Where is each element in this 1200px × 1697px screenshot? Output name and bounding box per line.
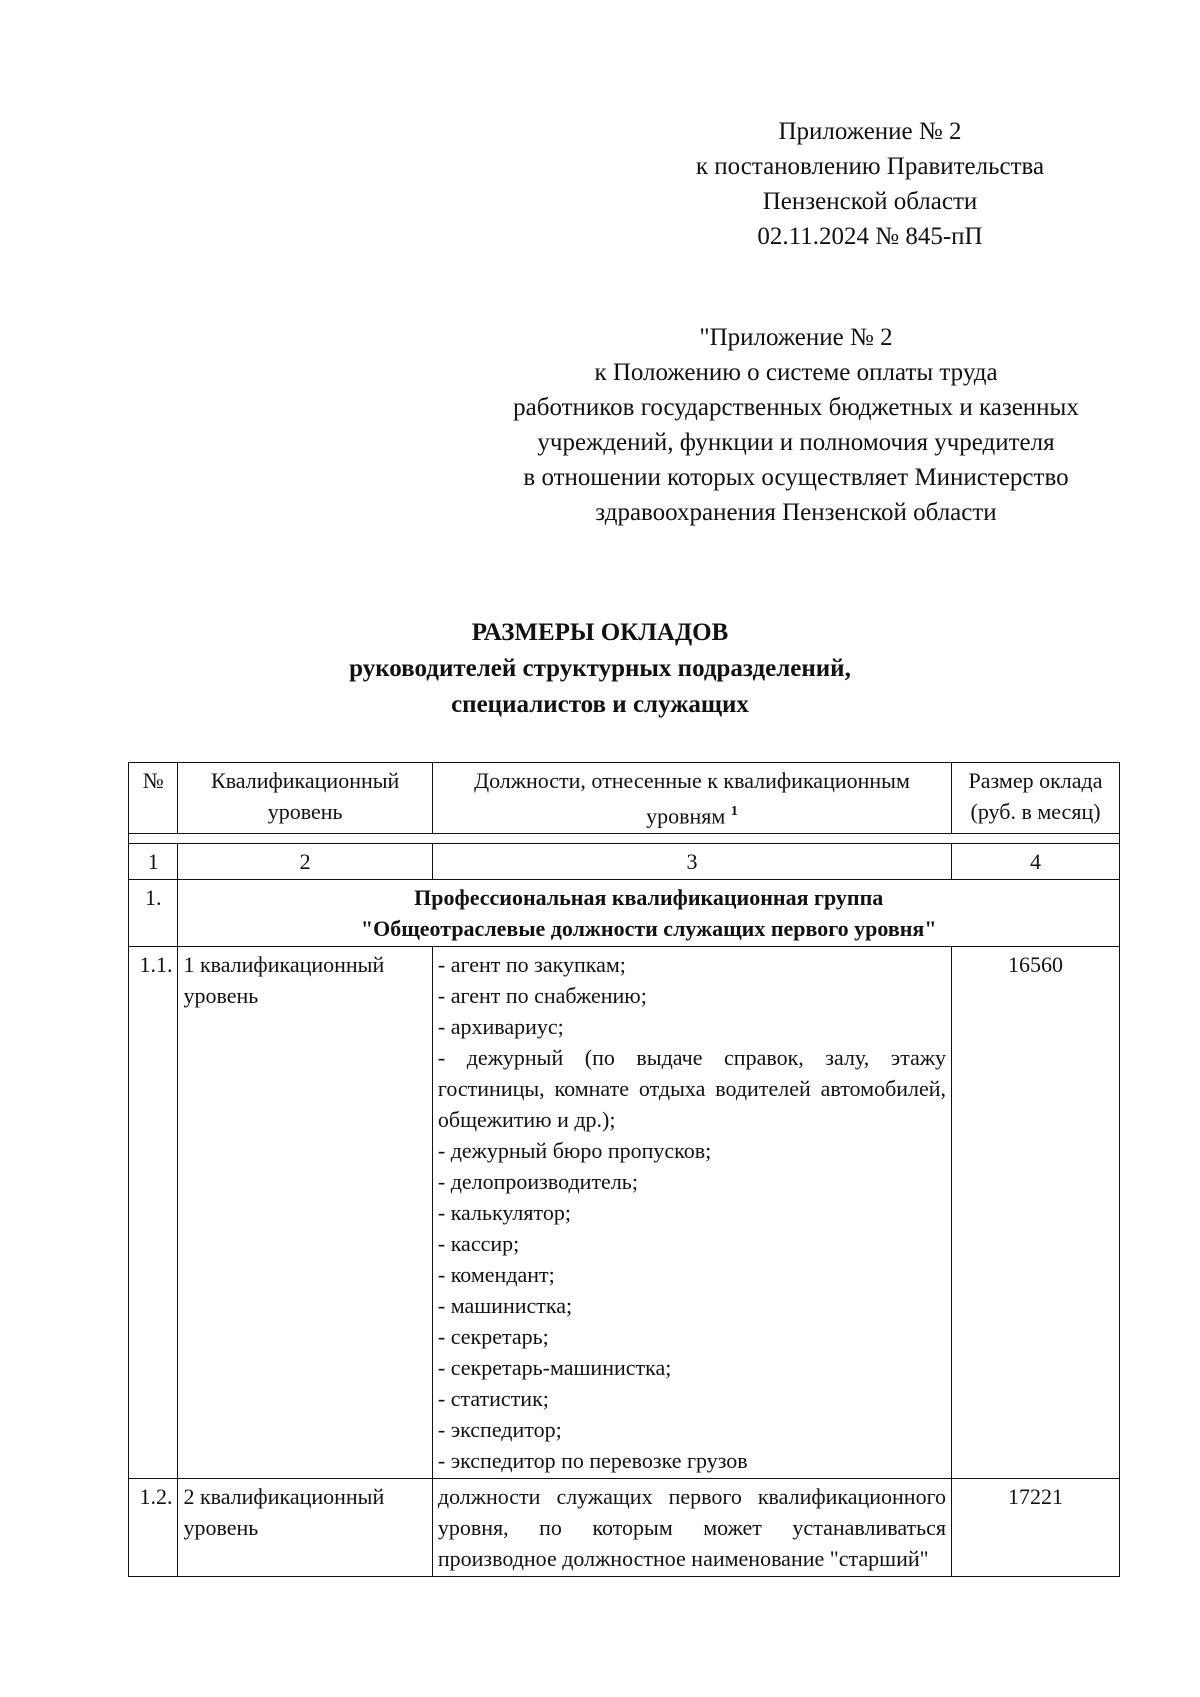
attachment-header	[660, 114, 1080, 254]
title-line: специалистов и служащих	[451, 691, 749, 718]
position-item: - калькулятор;	[437, 1200, 571, 1226]
position-item: - секретарь;	[437, 1324, 549, 1350]
document-title	[0, 615, 1200, 723]
position-item: - экспедитор по перевозке грузов	[437, 1448, 748, 1474]
group-title-line: Профессиональная квалификационная группа	[414, 885, 884, 911]
inner-attachment-line: в отношении которых осуществляет Министерство	[523, 464, 1069, 491]
position-item: - агент по закупкам;	[437, 952, 626, 978]
row-num: 1.2.	[129, 1479, 178, 1577]
position-item: - комендант;	[437, 1262, 555, 1288]
group-row	[129, 880, 1120, 947]
table-row	[129, 1479, 1120, 1577]
table-row	[129, 947, 1120, 1479]
group-title-line: "Общеотраслевые должности служащих первого уровня"	[360, 916, 937, 942]
group-title	[178, 880, 1120, 947]
group-num: 1.	[129, 880, 178, 947]
position-item: - секретарь-машинистка;	[437, 1355, 672, 1381]
header-positions	[432, 763, 951, 834]
position-item: - машинистка;	[437, 1293, 573, 1319]
position-item: - дежурный (по выдаче справок, залу, этажу гостиницы, комнате отдыха водителей автомобилей, общежитию и др.);	[437, 1045, 947, 1133]
inner-attachment-line: "Приложение № 2	[699, 324, 893, 351]
row-positions: должности служащих первого квалификационного уровня, по которым может устанавливаться производное должностное наименование "старший"	[432, 1479, 951, 1577]
salary-table	[128, 762, 1120, 1577]
column-number: 1	[129, 844, 178, 880]
inner-attachment-line: здравоохранения Пензенской области	[595, 499, 997, 526]
header-positions-text: Должности, отнесенные к квалификационным уровням	[474, 768, 910, 829]
inner-attachment-header	[446, 320, 1146, 530]
position-item: - экспедитор;	[437, 1417, 562, 1443]
column-number: 4	[952, 844, 1120, 880]
column-number: 3	[432, 844, 951, 880]
table-header-row	[129, 763, 1120, 834]
position-item: - дежурный бюро пропусков;	[437, 1138, 712, 1164]
row-level: 2 квалификационный уровень	[178, 1479, 432, 1577]
inner-attachment-line: работников государственных бюджетных и казенных	[513, 394, 1079, 421]
row-num: 1.1.	[129, 947, 178, 1479]
position-item: - кассир;	[437, 1231, 520, 1257]
position-item: - делопроизводитель;	[437, 1169, 638, 1195]
attachment-line: к постановлению Правительства	[695, 153, 1045, 180]
row-level: 1 квалификационный уровень	[178, 947, 432, 1479]
attachment-line: Пензенской области	[762, 188, 978, 215]
header-level: Квалификационный уровень	[178, 763, 432, 834]
header-num: №	[129, 763, 178, 834]
column-number: 2	[178, 844, 432, 880]
position-item: - статистик;	[437, 1386, 549, 1412]
header-salary: Размер оклада (руб. в месяц)	[952, 763, 1120, 834]
row-salary: 16560	[952, 947, 1120, 1479]
row-positions	[432, 947, 951, 1479]
footnote-marker: 1	[730, 804, 738, 819]
column-number-row	[129, 844, 1120, 880]
inner-attachment-line: учреждений, функции и полномочия учредителя	[537, 429, 1055, 456]
inner-attachment-line: к Положению о системе оплаты труда	[594, 359, 998, 386]
attachment-line: Приложение № 2	[778, 118, 962, 145]
title-line: руководителей структурных подразделений,	[349, 655, 851, 682]
attachment-date-number: 02.11.2024 № 845-пП	[757, 223, 983, 250]
title-line: РАЗМЕРЫ ОКЛАДОВ	[471, 619, 729, 646]
row-salary: 17221	[952, 1479, 1120, 1577]
position-item: - агент по снабжению;	[437, 983, 647, 1009]
position-item: - архивариус;	[437, 1014, 564, 1040]
header-spacer	[129, 834, 1120, 844]
